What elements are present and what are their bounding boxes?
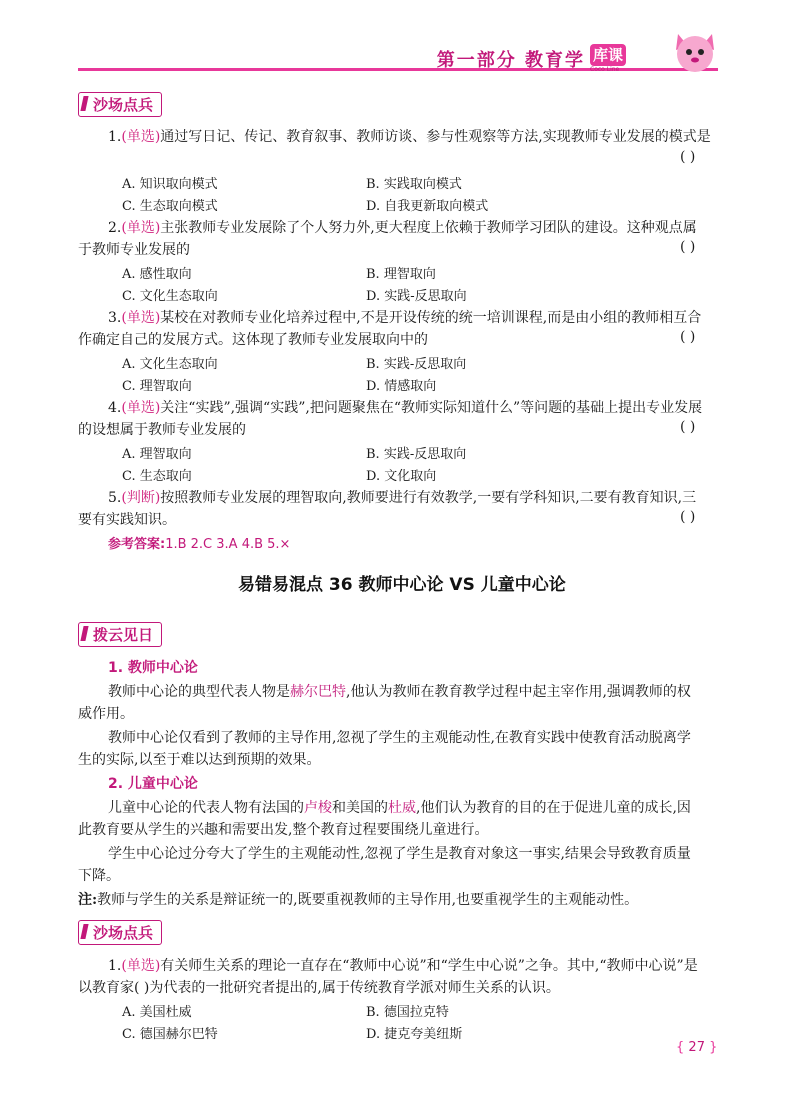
question-2-cont: 于教师专业发展的 xyxy=(78,242,190,258)
paragraph-4a: 学生中心论过分夸大了学生的主观能动性,忽视了学生是教育对象这一事实,结果会导致教育质量 xyxy=(108,846,691,862)
option-2a: A. 感性取向 xyxy=(122,267,192,282)
page-number: { 27 } xyxy=(676,1040,718,1055)
paragraph-2a: 教师中心论仅看到了教师的主导作用,忽视了学生的主观能动性,在教育实践中使教育活动脱离学 xyxy=(108,730,691,746)
answer-key: 参考答案:1.B 2.C 3.A 4.B 5.× xyxy=(108,537,291,552)
subheading-child-centered: 2. 儿童中心论 xyxy=(108,776,198,792)
question-6-cont: 以教育家( )为代表的一批研究者提出的,属于传统教育学派对师生关系的认识。 xyxy=(78,980,560,996)
note: 注:教师与学生的关系是辩证统一的,既要重视教师的主导作用,也要重视学生的主观能动性。 xyxy=(78,892,639,908)
question-3-cont: 作确定自己的发展方式。这体现了教师专业发展取向中的 xyxy=(78,332,428,348)
option-1b: B. 实践取向模式 xyxy=(366,177,462,192)
option-6c: C. 德国赫尔巴特 xyxy=(122,1027,218,1042)
mascot-icon xyxy=(670,26,720,76)
option-6d: D. 捷克夸美纽斯 xyxy=(366,1027,463,1042)
paragraph-2b: 生的实际,以至于难以达到预期的效果。 xyxy=(78,752,321,768)
option-2b: B. 理智取向 xyxy=(366,267,436,282)
answer-paren-1: ( ) xyxy=(680,149,696,165)
section-title: 易错易混点 36 教师中心论 VS 儿童中心论 xyxy=(238,575,566,595)
option-1a: A. 知识取向模式 xyxy=(122,177,218,192)
option-4a: A. 理智取向 xyxy=(122,447,192,462)
option-4c: C. 生态取向 xyxy=(122,469,192,484)
paragraph-3b: 此教育要从学生的兴趣和需要出发,整个教育过程要围绕儿童进行。 xyxy=(78,822,489,838)
option-4b: B. 实践-反思取向 xyxy=(366,447,467,462)
option-3d: D. 情感取向 xyxy=(366,379,437,394)
option-2c: C. 文化生态取向 xyxy=(122,289,218,304)
header-rule xyxy=(78,68,718,71)
answer-paren-2: ( ) xyxy=(680,239,696,255)
section-tag-practice-2: 沙场点兵 xyxy=(78,920,162,945)
paragraph-1a: 教师中心论的典型代表人物是赫尔巴特,他认为教师在教育教学过程中起主宰作用,强调教师的权 xyxy=(108,684,691,700)
question-5-cont: 要有实践知识。 xyxy=(78,512,176,528)
option-3c: C. 理智取向 xyxy=(122,379,192,394)
answer-paren-5: ( ) xyxy=(680,509,696,525)
brand-logo-sub: Coco Line xyxy=(590,66,620,73)
answer-paren-4: ( ) xyxy=(680,419,696,435)
question-2: 2.(单选)主张教师专业发展除了个人努力外,更大程度上依赖于教师学习团队的建设。这种观点属 xyxy=(108,220,697,236)
question-4-cont: 的设想属于教师专业发展的 xyxy=(78,422,246,438)
option-1c: C. 生态取向模式 xyxy=(122,199,218,214)
brand-logo: 库课 xyxy=(590,44,626,66)
option-4d: D. 文化取向 xyxy=(366,469,437,484)
option-1d: D. 自我更新取向模式 xyxy=(366,199,489,214)
paragraph-3a: 儿童中心论的代表人物有法国的卢梭和美国的杜威,他们认为教育的目的在于促进儿童的成长,因 xyxy=(108,800,691,816)
question-3: 3.(单选)某校在对教师专业化培养过程中,不是开设传统的统一培训课程,而是由小组的教师相互合 xyxy=(108,310,702,326)
question-1: 1.(单选)通过写日记、传记、教育叙事、教师访谈、参与性观察等方法,实现教师专业发展的模式是 xyxy=(108,129,711,145)
part-title: 第一部分 教育学 xyxy=(436,50,585,71)
option-2d: D. 实践-反思取向 xyxy=(366,289,467,304)
option-6a: A. 美国杜威 xyxy=(122,1005,192,1020)
option-6b: B. 德国拉克特 xyxy=(366,1005,449,1020)
question-6: 1.(单选)有关师生关系的理论一直存在“教师中心说”和“学生中心说”之争。其中,“教师中心说”是 xyxy=(108,958,698,974)
option-3a: A. 文化生态取向 xyxy=(122,357,218,372)
subheading-teacher-centered: 1. 教师中心论 xyxy=(108,660,198,676)
question-5: 5.(判断)按照教师专业发展的理智取向,教师要进行有效教学,一要有学科知识,二要有教育知识,三 xyxy=(108,490,697,506)
answer-paren-3: ( ) xyxy=(680,329,696,345)
section-tag-practice: 沙场点兵 xyxy=(78,92,162,117)
section-tag-explain: 拨云见日 xyxy=(78,622,162,647)
question-4: 4.(单选)关注“实践”,强调“实践”,把问题聚焦在“教师实际知道什么”等问题的基础上提出专业发展 xyxy=(108,400,703,416)
paragraph-1b: 威作用。 xyxy=(78,706,134,722)
paragraph-4b: 下降。 xyxy=(78,868,120,884)
option-3b: B. 实践-反思取向 xyxy=(366,357,467,372)
